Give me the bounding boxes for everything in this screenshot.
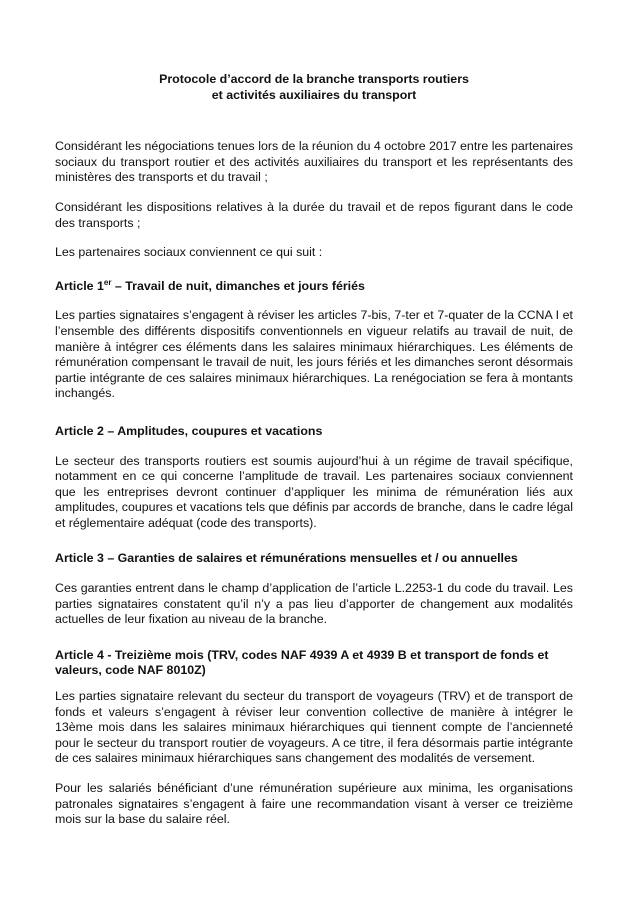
document-page: [55, 72, 573, 842]
article-1-heading-sup: er: [103, 277, 112, 287]
article-1-heading-prefix: Article 1: [55, 278, 104, 293]
article-1-paragraph-1: Les parties signataires s’engagent à réviser les articles 7-bis, 7-ter et 7-quater de la CCNA I et l’ensemble des différents dispositifs conventionnels en vigueur relatifs au travail de nuit, de manière à intégrer ces éléments dans les salaires minimaux hiérarchiques. Les éléments de rémunération compensant le travail de nuit, les jours fériés et les dimanches seront désormais partie intégrante de ces salaires minimaux hiérarchiques. La renégociation se fera à montants inchangés.: [55, 308, 573, 401]
title-line-1: Protocole d’accord de la branche transports routiers: [159, 72, 469, 86]
preamble-paragraph-1: Considérant les négociations tenues lors de la réunion du 4 octobre 2017 entre les partenaires sociaux du transport routier et des activités auxiliaires du transport et les représentants des ministères des transports et du travail ;: [55, 139, 573, 185]
article-2-heading: Article 2 – Amplitudes, coupures et vacations: [55, 423, 323, 438]
article-4-paragraph-1: Les parties signataire relevant du secteur du transport de voyageurs (TRV) et de transport de fonds et valeurs s’engagent à réviser leur convention collective de manière à intégrer le 13ème mois dans les salaires minimaux hiérarchiques qui tiennent compte de l’ancienneté pour le secteur du transport routier de voyageurs. A ce titre, il fera désormais partie intégrante de ces salaires minimaux hiérarchiques sans changement des modalités de versement.: [55, 689, 573, 766]
article-4-heading: Article 4 - Treizième mois (TRV, codes NAF 4939 A et 4939 B et transport de fonds et valeurs, code NAF 8010Z): [55, 647, 549, 678]
title-line-2: et activités auxiliaires du transport: [211, 87, 417, 102]
article-3-paragraph-1: Ces garanties entrent dans le champ d’application de l’article L.2253-1 du code du travail. Les parties signataires constatent qu’il n’y a pas lieu d’apporter de changement aux modalités actuelles de leur fixation au niveau de la branche.: [55, 581, 573, 627]
article-1-heading-rest: – Travail de nuit, dimanches et jours fériés: [111, 278, 365, 293]
article-2-paragraph-1: Le secteur des transports routiers est soumis aujourd’hui à un régime de travail spécifique, notamment en ce qui concerne l’amplitude de travail. Les partenaires sociaux conviennent que les entreprises devront continuer d’appliquer les minima de rémunération liés aux amplitudes, coupures et vacations tels que définis par accords de branche, dans le cadre légal et réglementaire adéquat (code des transports).: [55, 453, 573, 530]
article-1-heading: [55, 279, 573, 295]
document-title: [55, 72, 573, 103]
preamble-paragraph-2: Considérant les dispositions relatives à la durée du travail et de repos figurant dans le code des transports ;: [55, 199, 573, 230]
article-3-heading: Article 3 – Garanties de salaires et rémunérations mensuelles et / ou annuelles: [55, 551, 518, 566]
preamble-paragraph-3: Les partenaires sociaux conviennent ce qui suit :: [55, 245, 323, 260]
article-4-paragraph-2: Pour les salariés bénéficiant d’une rémunération supérieure aux minima, les organisations patronales signataires s’engagent à faire une recommandation visant à verser ce treizième mois sur la base du salaire réel.: [55, 781, 573, 827]
